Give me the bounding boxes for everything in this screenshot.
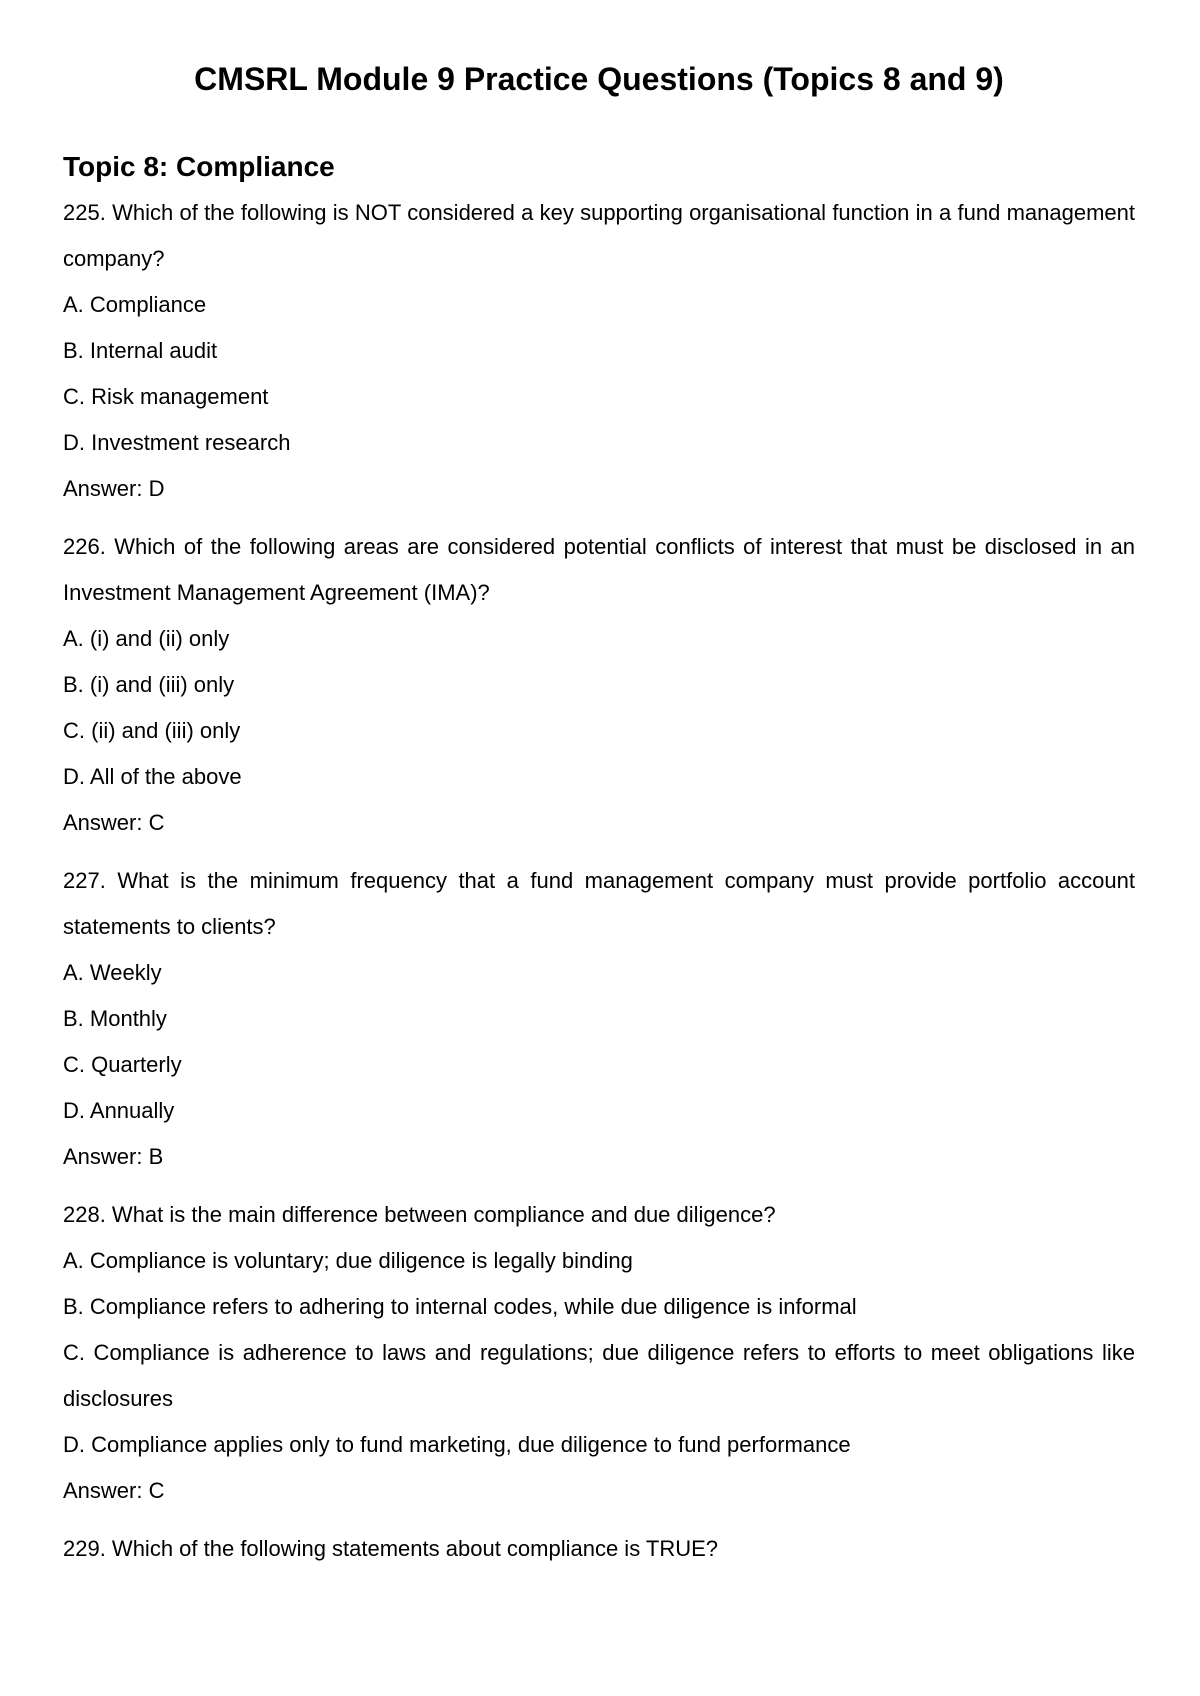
question-stem: 228. What is the main difference between compliance and due diligence? bbox=[63, 1202, 776, 1227]
option-d: D. Annually bbox=[63, 1098, 175, 1123]
option-c: C. Quarterly bbox=[63, 1052, 182, 1077]
question-229 bbox=[63, 1526, 1135, 1572]
question-227 bbox=[63, 858, 1135, 1180]
option-d: D. All of the above bbox=[63, 764, 242, 789]
question-stem: 225. Which of the following is NOT considered a key supporting organisational function in a fund management company? bbox=[63, 200, 1135, 271]
document-title: CMSRL Module 9 Practice Questions (Topics 8 and 9) bbox=[194, 61, 1004, 97]
question-226 bbox=[63, 524, 1135, 846]
option-c: C. (ii) and (iii) only bbox=[63, 718, 241, 743]
answer-line: Answer: D bbox=[63, 476, 165, 501]
option-c: C. Risk management bbox=[63, 384, 269, 409]
answer-line: Answer: C bbox=[63, 1478, 165, 1503]
option-b: B. Internal audit bbox=[63, 338, 218, 363]
question-stem: 227. What is the minimum frequency that a fund management company must provide portfolio account statements to clients? bbox=[63, 868, 1135, 939]
section-heading: Topic 8: Compliance bbox=[63, 151, 335, 182]
question-225 bbox=[63, 190, 1135, 512]
option-d: D. Investment research bbox=[63, 430, 291, 455]
question-stem: 226. Which of the following areas are considered potential conflicts of interest that must be disclosed in an Investment Management Agreement (IMA)? bbox=[63, 534, 1135, 605]
answer-line: Answer: B bbox=[63, 1144, 164, 1169]
option-b: B. Monthly bbox=[63, 1006, 167, 1031]
question-228 bbox=[63, 1192, 1135, 1514]
option-a: A. Weekly bbox=[63, 960, 162, 985]
question-stem: 229. Which of the following statements about compliance is TRUE? bbox=[63, 1536, 719, 1561]
option-a: A. (i) and (ii) only bbox=[63, 626, 230, 651]
answer-line: Answer: C bbox=[63, 810, 165, 835]
option-a: A. Compliance is voluntary; due diligence is legally binding bbox=[63, 1248, 633, 1273]
option-b: B. (i) and (iii) only bbox=[63, 672, 235, 697]
option-d: D. Compliance applies only to fund marketing, due diligence to fund performance bbox=[63, 1432, 851, 1457]
option-c: C. Compliance is adherence to laws and regulations; due diligence refers to efforts to meet obligations like disclosures bbox=[63, 1340, 1135, 1411]
option-b: B. Compliance refers to adhering to internal codes, while due diligence is informal bbox=[63, 1294, 857, 1319]
option-a: A. Compliance bbox=[63, 292, 207, 317]
